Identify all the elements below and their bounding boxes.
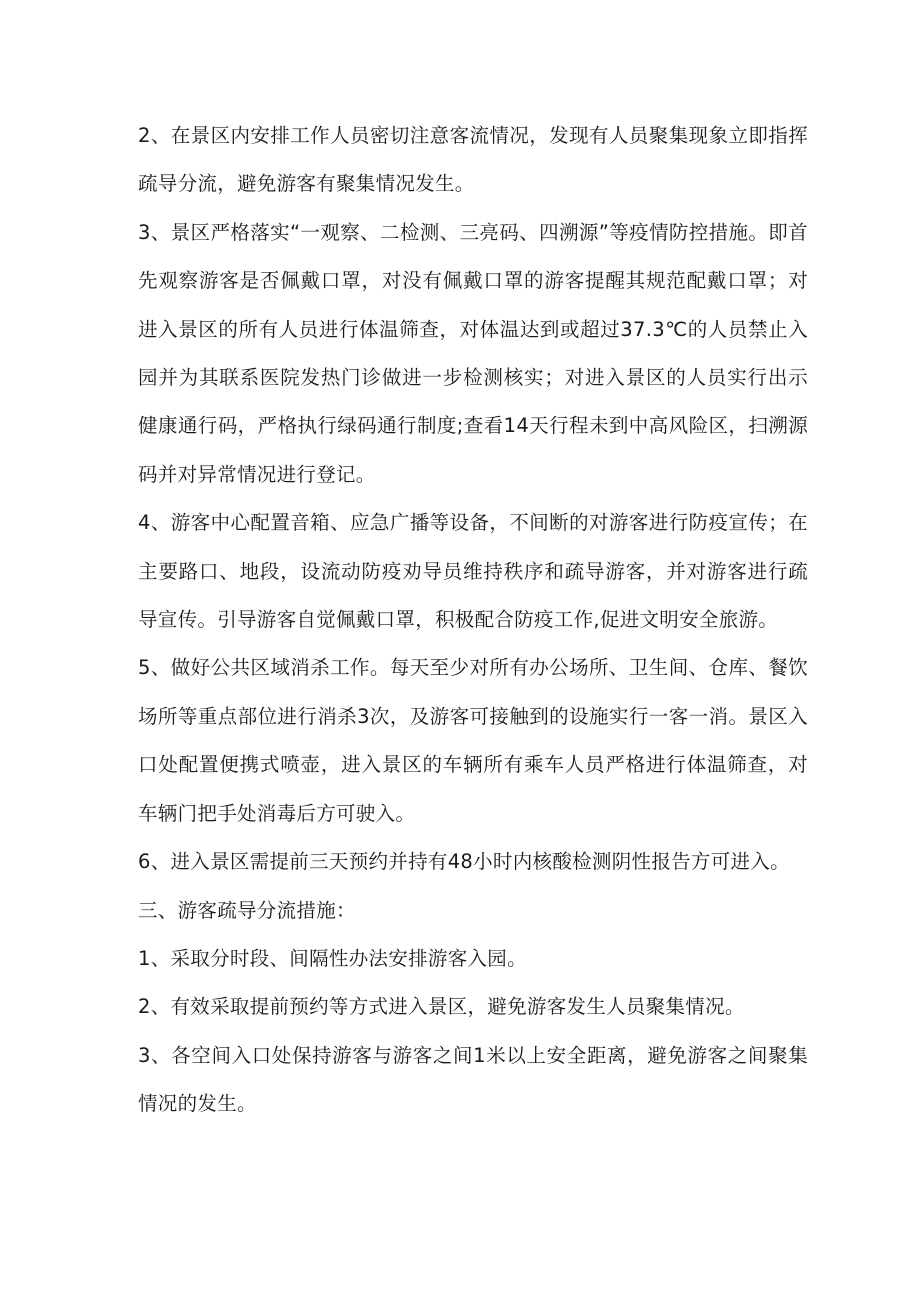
paragraph-diversion-3: 3、各空间入口处保持游客与游客之间1米以上安全距离，避免游客之间聚集情况的发生。 (138, 1043, 808, 1116)
section-heading-visitor-diversion: 三、游客疏导分流措施： (138, 898, 356, 922)
paragraph-item-5-disinfection: 5、做好公共区域消杀工作。每天至少对所有办公场所、卫生间、仓库、餐饮场所等重点部位进行消杀3次，及游客可接触到的设施实行一客一消。景区入口处配置便携式喷壶，进入景区的车辆所有乘车人员严格进行体温筛查，对车辆门把手处消毒后方可驶入。 (138, 656, 808, 825)
document-body (138, 112, 808, 1129)
paragraph-item-6-reservation: 6、进入景区需提前三天预约并持有48小时内核酸检测阴性报告方可进入。 (138, 850, 790, 874)
paragraph-diversion-1: 1、采取分时段、间隔性办法安排游客入园。 (138, 946, 527, 970)
paragraph-item-2-crowd-monitoring: 2、在景区内安排工作人员密切注意客流情况，发现有人员聚集现象立即指挥疏导分流，避免游客有聚集情况发生。 (138, 124, 808, 196)
paragraph-item-4-publicity: 4、游客中心配置音箱、应急广播等设备，不间断的对游客进行防疫宣传；在主要路口、地段，设流动防疫劝导员维持秩序和疏导游客，并对游客进行疏导宣传。引导游客自觉佩戴口罩，积极配合防疫工作,促进文明安全旅游。 (138, 511, 808, 632)
paragraph-item-3-epidemic-measures: 3、景区严格落实“一观察、二检测、三亮码、四溯源”等疫情防控措施。即首先观察游客是否佩戴口罩，对没有佩戴口罩的游客提醒其规范配戴口罩；对进入景区的所有人员进行体温筛查，对体温达到或超过37.3℃的人员禁止入园并为其联系医院发热门诊做进一步检测核实；对进入景区的人员实行出示健康通行码，严格执行绿码通行制度;查看14天行程未到中高风险区，扫溯源码并对异常情况进行登记。 (138, 220, 808, 486)
paragraph-diversion-2: 2、有效采取提前预约等方式进入景区，避免游客发生人员聚集情况。 (138, 995, 745, 1019)
